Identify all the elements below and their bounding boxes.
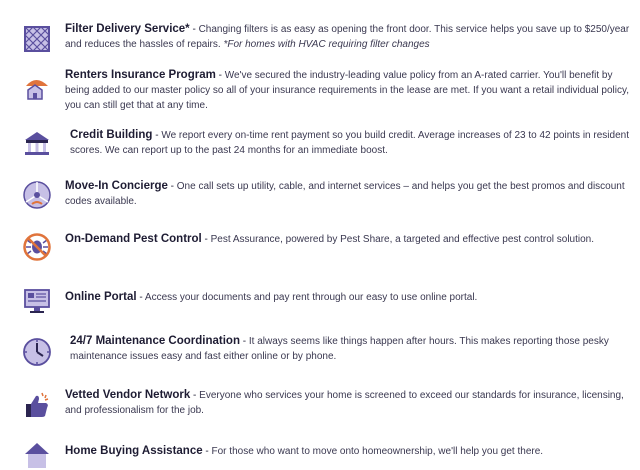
service-description: It always seems like things happen after hours. This makes reporting those pesky maintenance issues easy and fast either online or by phone. [70, 336, 609, 362]
service-description: Changing filters is as easy as opening the front door. This service helps you save up to $250/year and reduces the hassles of repairs. [65, 24, 630, 50]
service-description: One call sets up utility, cable, and internet services – and helps you get the best promos and discount codes available. [65, 181, 625, 207]
service-title: Filter Delivery Service* [65, 23, 190, 35]
clock-icon [22, 337, 52, 367]
service-title: Move-In Concierge [65, 180, 168, 192]
umbrella-house-icon [22, 72, 52, 102]
service-title: On-Demand Pest Control [65, 233, 202, 245]
filter-grid-icon [22, 24, 52, 54]
no-bug-icon [22, 232, 52, 262]
service-description: For those who want to move onto homeownership, we'll help you get there. [211, 446, 544, 457]
service-title: 24/7 Maintenance Coordination [70, 335, 240, 347]
home-icon [22, 440, 52, 470]
service-title: Credit Building [70, 129, 153, 141]
service-description: We've secured the industry-leading value policy from an A-rated carrier. You'll benefit by being added to our master policy so all of your insurance requirements in the lease are met. If you want a retail individual policy, you can still get that at any time. [65, 70, 630, 111]
service-title: Online Portal [65, 291, 137, 303]
service-description: Access your documents and pay rent through our easy to use online portal. [144, 292, 478, 303]
service-description: Pest Assurance, powered by Pest Share, a targeted and effective pest control solution. [210, 234, 595, 245]
service-title: Renters Insurance Program [65, 69, 216, 81]
credit-building-icon [22, 128, 52, 158]
thumbs-up-icon [22, 390, 52, 420]
service-title: Home Buying Assistance [65, 445, 203, 457]
concierge-icon [22, 180, 52, 210]
service-description: Everyone who services your home is screened to exceed our standards for insurance, licensing, and professionalism for the job. [65, 390, 624, 416]
service-description: We report every on-time rent payment so you build credit. Average increases of 23 to 42 points in resident scores. We can report up to the past 24 months for an immediate boost. [70, 130, 629, 156]
monitor-icon [22, 286, 52, 316]
service-note: *For homes with HVAC requiring filter changes [223, 39, 430, 50]
service-title: Vetted Vendor Network [65, 389, 191, 401]
services-list: Filter Delivery Service* - Changing filters is as easy as opening the front door. This service helps you save up to $250/year and reduces the hassles of repairs. *For homes with HVAC requiring filter changes Renters Insurance Program - We've secured the industry-leading value policy from an A-rated carrier. You'll benefit by being added to our master policy so all of your insurance requirements in the lease are met. If you want a retail individual policy, you can still get that at any time. Credit Building - We report every on-time rent payment so you build credit. Average increases of 23 to 42 points in resident scores. We can report up to the past 24 months for an immediate boost. Move-In Concierge - One call sets up utility, cable, and internet services – and helps you get the best promos and discount codes available. On-Demand Pest Control - Pest Assurance, powered by Pest Share, a targeted and effective pest control solution. Online Portal - Access your documents and pay rent through our easy to use online portal. 24/7 Maintenance Coordination - It always seems like things happen after hours. This makes reporting those pesky maintenance issues easy and fast either online or by phone. Vetted Vendor Network - Everyone who services your home is screened to exceed our standards for insurance, licensing, and professionalism for the job. Home Buying Assistance - For those who want to move onto homeownership, we'll help you get there. [0, 0, 640, 460]
